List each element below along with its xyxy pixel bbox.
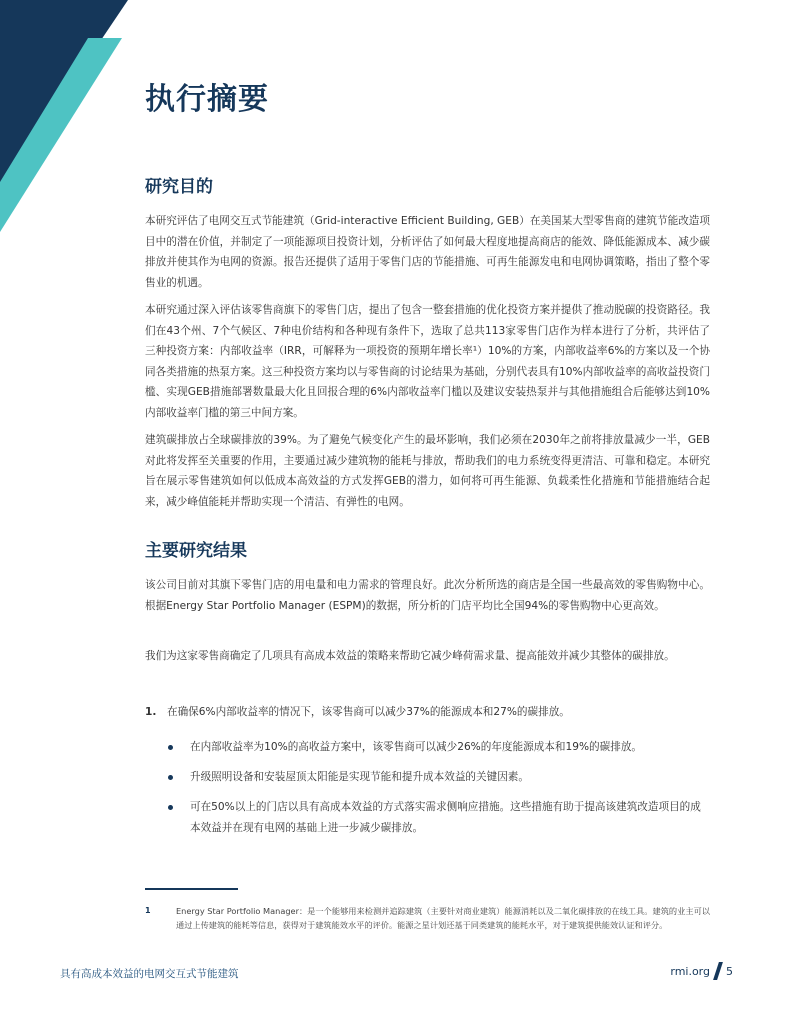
bullet-icon	[168, 805, 173, 810]
footer-page-info	[670, 962, 733, 980]
section-title-findings: 主要研究结果	[145, 541, 247, 561]
purpose-paragraph-3: 建筑碳排放占全球碳排放的39%。为了避免气候变化产生的最坏影响，我们必须在2030年之前将排放量减少一半，GEB对此将发挥至关重要的作用，主要通过减少建筑物的能耗与排放，帮助我们的电力系统变得更清洁、可靠和稳定。本研究旨在展示零售建筑如何以低成本高效益的方式发挥GEB的潜力，如何将可再生能源、负载柔性化措施和节能措施结合起来，减少峰值能耗并帮助实现一个清洁、有弹性的电网。	[145, 434, 710, 508]
bullet-text: 在内部收益率为10%的高收益方案中，该零售商可以减少26%的年度能源成本和19%的碳排放。	[190, 741, 643, 753]
corner-decoration	[0, 0, 200, 240]
findings-paragraph-1: 该公司目前对其旗下零售门店的用电量和电力需求的管理良好。此次分析所选的商店是全国一些最高效的零售购物中心。根据Energy Star Portfolio Manager (ESPM)的数据，所分析的门店平均比全国94%的零售购物中心更高效。	[145, 579, 710, 612]
page-number: 5	[726, 964, 733, 978]
bullet-text: 升级照明设备和安装屋顶太阳能是实现节能和提升成本效益的关键因素。	[190, 771, 529, 783]
footer-report-title: 具有高成本效益的电网交互式节能建筑	[60, 968, 239, 980]
numbered-finding	[145, 702, 710, 723]
bullet-icon	[168, 775, 173, 780]
list-item	[168, 737, 710, 758]
bullet-text: 可在50%以上的门店以具有高成本效益的方式落实需求侧响应措施。这些措施有助于提高该建筑改造项目的成本效益并在现有电网的基础上进一步减少碳排放。	[190, 801, 701, 834]
list-item	[168, 797, 710, 838]
numbered-finding-number: 1.	[145, 706, 157, 718]
page-title: 执行摘要	[145, 82, 269, 117]
bullet-icon	[168, 745, 173, 750]
slash-icon	[713, 962, 723, 980]
footnote-text: Energy Star Portfolio Manager：是一个能够用来检测并追踪建筑（主要针对商业建筑）能源消耗以及二氧化碳排放的在线工具。建筑的业主可以通过上传建筑的能耗等信息，获得对于建筑能效水平的评价。能源之星计划还基于同类建筑的能耗水平，对于建筑提供能效认证和评分。	[176, 906, 710, 930]
numbered-finding-text: 在确保6%内部收益率的情况下，该零售商可以减少37%的能源成本和27%的碳排放。	[167, 706, 570, 718]
findings-paragraph-2: 我们为这家零售商确定了几项具有高成本效益的策略来帮助它减少峰荷需求量、提高能效并减少其整体的碳排放。	[145, 650, 675, 662]
section-title-purpose: 研究目的	[145, 177, 213, 197]
footer-site-link[interactable]: rmi.org	[670, 964, 710, 978]
purpose-paragraph-2: 本研究通过深入评估该零售商旗下的零售门店，提出了包含一整套措施的优化投资方案并提供了推动脱碳的投资路径。我们在43个州、7个气候区、7种电价结构和各种现有条件下，选取了总共113家零售门店作为样本进行了分析，共评估了三种投资方案：内部收益率（IRR，可解释为一项投资的预期年增长率¹）10%的方案，内部收益率6%的方案以及一个协同各类措施的热泵方案。这三种投资方案均以与零售商的讨论结果为基础，分别代表具有10%内部收益率的高收益投资门槛、实现GEB措施部署数量最大化且回报合理的6%内部收益率门槛以及建议安装热泵并与其他措施组合后能够达到10%内部收益率门槛的第三中间方案。	[145, 304, 710, 419]
list-item	[168, 767, 710, 788]
purpose-paragraph-1: 本研究评估了电网交互式节能建筑（Grid-interactive Efficient Building, GEB）在美国某大型零售商的建筑节能改造项目中的潜在价值，并制定了一项能源项目投资计划，分析评估了如何最大程度地提高商店的能效、降低能源成本、减少碳排放并使其作为电网的资源。报告还提供了适用于零售门店的节能措施、可再生能源发电和电网协调策略，指出了整个零售业的机遇。	[145, 215, 710, 289]
footnote-mark: 1	[145, 906, 151, 915]
footnote-divider	[145, 888, 238, 890]
